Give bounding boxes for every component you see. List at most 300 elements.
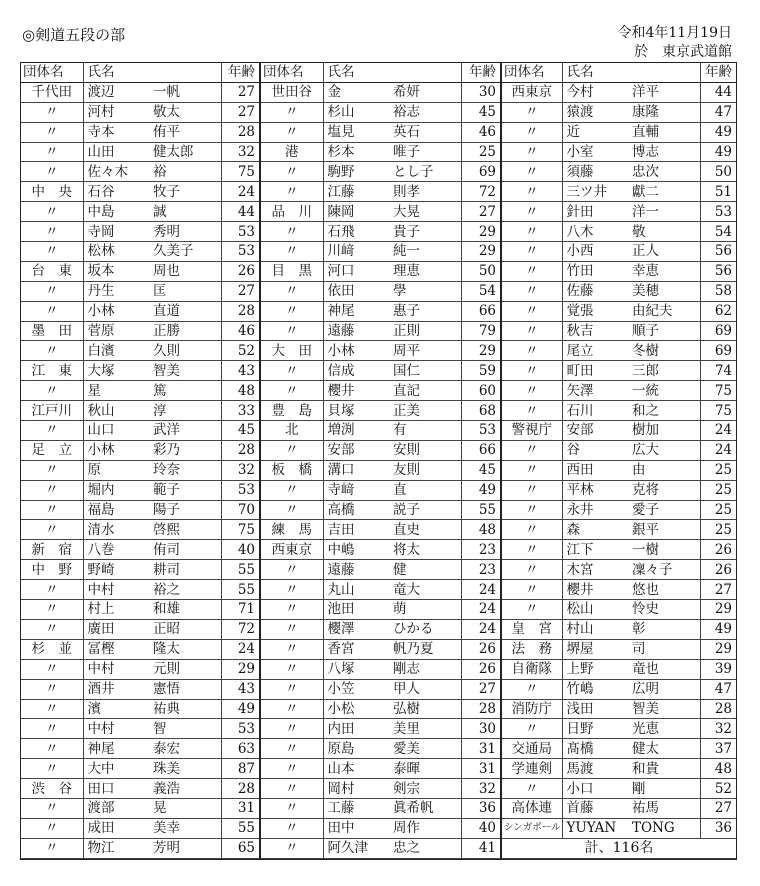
surname-cell: 小松 xyxy=(323,699,391,719)
age-cell: 24 xyxy=(461,580,501,600)
table-row xyxy=(502,341,736,361)
org-cell: 学連剣 xyxy=(502,759,562,779)
surname-cell: 西田 xyxy=(562,460,630,480)
age-cell: 31 xyxy=(461,739,501,759)
surname-cell: 小笠 xyxy=(323,679,391,699)
surname-cell: 小林 xyxy=(323,341,391,361)
surname-cell: 八巻 xyxy=(83,540,151,560)
age-cell: 26 xyxy=(221,261,260,281)
table-row xyxy=(502,401,736,421)
age-cell: 56 xyxy=(700,242,736,262)
table-row xyxy=(502,659,736,679)
table-row xyxy=(261,679,501,699)
table-row xyxy=(502,321,736,341)
table-row xyxy=(261,102,501,122)
table-row xyxy=(261,619,501,639)
org-cell: 中 央 xyxy=(21,182,83,202)
org-cell: 墨 田 xyxy=(21,321,83,341)
given-name-cell: 和雄 xyxy=(151,600,221,620)
surname-cell: 佐藤 xyxy=(562,281,630,301)
org-cell: 〃 xyxy=(261,798,323,818)
age-cell: 25 xyxy=(700,460,736,480)
surname-cell: 川﨑 xyxy=(323,242,391,262)
org-cell: 〃 xyxy=(261,600,323,620)
surname-cell: 渡辺 xyxy=(83,82,151,102)
given-name-cell: 牧子 xyxy=(151,182,221,202)
age-cell: 27 xyxy=(221,281,260,301)
org-cell: 〃 xyxy=(502,162,562,182)
table-row xyxy=(502,560,736,580)
surname-cell: 上野 xyxy=(562,659,630,679)
surname-cell: 町田 xyxy=(562,361,630,381)
age-cell: 55 xyxy=(221,818,260,838)
given-name-cell: 獻二 xyxy=(630,182,700,202)
given-name-cell: 正人 xyxy=(630,242,700,262)
given-name-cell: 直史 xyxy=(391,520,461,540)
surname-cell: 工藤 xyxy=(323,798,391,818)
given-name-cell: 光恵 xyxy=(630,719,700,739)
given-name-cell: 淳 xyxy=(151,401,221,421)
roster-block-3 xyxy=(502,63,736,859)
surname-cell: 須藤 xyxy=(562,162,630,182)
surname-cell: 廣田 xyxy=(83,619,151,639)
org-cell: 〃 xyxy=(502,580,562,600)
table-row xyxy=(502,361,736,381)
org-cell: 〃 xyxy=(21,679,83,699)
given-name-cell: 洋一 xyxy=(630,202,700,222)
surname-cell: 石谷 xyxy=(83,182,151,202)
given-name-cell: 洋平 xyxy=(630,82,700,102)
age-cell: 32 xyxy=(700,719,736,739)
table-row xyxy=(261,440,501,460)
surname-cell: 貝塚 xyxy=(323,401,391,421)
table-row xyxy=(21,381,260,401)
surname-cell: 櫻井 xyxy=(323,381,391,401)
age-cell: 25 xyxy=(700,480,736,500)
age-cell: 48 xyxy=(221,381,260,401)
org-cell: 杉 並 xyxy=(21,639,83,659)
org-header: 団体名 xyxy=(261,63,323,82)
table-row xyxy=(502,261,736,281)
age-cell: 69 xyxy=(461,162,501,182)
age-cell: 53 xyxy=(221,242,260,262)
org-cell: 〃 xyxy=(502,679,562,699)
table-row xyxy=(502,202,736,222)
org-cell: 交通局 xyxy=(502,739,562,759)
surname-cell: 小林 xyxy=(83,440,151,460)
surname-cell: 中村 xyxy=(83,719,151,739)
age-cell: 27 xyxy=(221,82,260,102)
surname-cell: 中島 xyxy=(83,202,151,222)
age-cell: 45 xyxy=(461,102,501,122)
org-cell: 〃 xyxy=(21,222,83,242)
age-cell: 49 xyxy=(700,619,736,639)
surname-cell: 覚張 xyxy=(562,301,630,321)
given-name-cell: 芳明 xyxy=(151,838,221,858)
age-cell: 52 xyxy=(221,341,260,361)
org-cell: 足 立 xyxy=(21,440,83,460)
table-row xyxy=(261,381,501,401)
age-cell: 24 xyxy=(221,639,260,659)
table-row xyxy=(261,580,501,600)
surname-cell: 谷 xyxy=(562,440,630,460)
age-cell: 26 xyxy=(700,540,736,560)
table-row xyxy=(261,301,501,321)
table-row xyxy=(261,699,501,719)
table-row xyxy=(502,600,736,620)
given-name-cell: 直記 xyxy=(391,381,461,401)
given-name-cell: 弘樹 xyxy=(391,699,461,719)
table-row xyxy=(261,540,501,560)
age-cell: 69 xyxy=(700,321,736,341)
age-cell: 23 xyxy=(461,560,501,580)
surname-cell: 寺本 xyxy=(83,122,151,142)
surname-cell: 中村 xyxy=(83,580,151,600)
org-cell: 〃 xyxy=(261,619,323,639)
org-cell: 〃 xyxy=(21,460,83,480)
given-name-cell: 陽子 xyxy=(151,500,221,520)
age-cell: 43 xyxy=(221,679,260,699)
table-row xyxy=(21,560,260,580)
surname-cell: 原 xyxy=(83,460,151,480)
table-row xyxy=(502,182,736,202)
surname-cell: 猿渡 xyxy=(562,102,630,122)
age-cell: 69 xyxy=(700,341,736,361)
age-cell: 27 xyxy=(221,102,260,122)
table-row xyxy=(261,779,501,799)
given-name-cell: 珠美 xyxy=(151,759,221,779)
surname-cell: 堀内 xyxy=(83,480,151,500)
surname-cell: 松山 xyxy=(562,600,630,620)
table-row xyxy=(21,301,260,321)
surname-cell: 星 xyxy=(83,381,151,401)
org-cell: 〃 xyxy=(261,500,323,520)
surname-cell: 成田 xyxy=(83,818,151,838)
table-row xyxy=(21,401,260,421)
table-row xyxy=(261,321,501,341)
given-name-cell: 祐典 xyxy=(151,699,221,719)
age-header: 年齢 xyxy=(221,63,260,82)
given-name-cell: 順子 xyxy=(630,321,700,341)
table-row xyxy=(261,162,501,182)
given-name-cell: 敬太 xyxy=(151,102,221,122)
org-cell: 西東京 xyxy=(502,82,562,102)
given-name-cell: 美穂 xyxy=(630,281,700,301)
surname-cell: 信成 xyxy=(323,361,391,381)
table-row xyxy=(21,460,260,480)
given-name-cell: 直道 xyxy=(151,301,221,321)
roster-block-1 xyxy=(21,63,261,859)
age-cell: 31 xyxy=(221,798,260,818)
given-name-cell: 将太 xyxy=(391,540,461,560)
table-row xyxy=(261,122,501,142)
table-row xyxy=(21,122,260,142)
age-cell: 53 xyxy=(700,202,736,222)
table-row xyxy=(21,838,260,858)
given-name-cell: 希妍 xyxy=(391,82,461,102)
age-cell: 32 xyxy=(221,460,260,480)
given-name-cell: 秀明 xyxy=(151,222,221,242)
surname-cell: 江藤 xyxy=(323,182,391,202)
org-cell: 〃 xyxy=(261,361,323,381)
table-row xyxy=(21,102,260,122)
org-cell: 〃 xyxy=(502,202,562,222)
table-row xyxy=(261,739,501,759)
surname-cell: 櫻井 xyxy=(562,580,630,600)
surname-cell: 寺岡 xyxy=(83,222,151,242)
given-name-cell: 甲人 xyxy=(391,679,461,699)
surname-cell: 依田 xyxy=(323,281,391,301)
surname-cell: 村山 xyxy=(562,619,630,639)
given-name-cell: 健太郎 xyxy=(151,142,221,162)
given-name-cell: 萌 xyxy=(391,600,461,620)
table-row xyxy=(502,739,736,759)
age-cell: 47 xyxy=(700,679,736,699)
surname-cell: 近 xyxy=(562,122,630,142)
age-cell: 28 xyxy=(221,779,260,799)
given-name-cell: 悠也 xyxy=(630,580,700,600)
age-cell: 25 xyxy=(461,142,501,162)
surname-cell: 小西 xyxy=(562,242,630,262)
org-cell: 〃 xyxy=(21,798,83,818)
org-cell: 台 東 xyxy=(21,261,83,281)
age-cell: 30 xyxy=(461,719,501,739)
surname-cell: 竹田 xyxy=(562,261,630,281)
given-name-cell: 惠子 xyxy=(391,301,461,321)
given-name-cell: 一統 xyxy=(630,381,700,401)
table-row xyxy=(21,739,260,759)
org-cell: 〃 xyxy=(502,301,562,321)
table-row xyxy=(502,580,736,600)
given-name-cell: 貴子 xyxy=(391,222,461,242)
org-cell: 〃 xyxy=(21,520,83,540)
age-cell: 52 xyxy=(700,779,736,799)
event-venue: 於 東京武道館 xyxy=(634,44,732,60)
surname-cell: 櫻澤 xyxy=(323,619,391,639)
surname-cell: 田中 xyxy=(323,818,391,838)
surname-cell: 八塚 xyxy=(323,659,391,679)
given-name-cell: 篤 xyxy=(151,381,221,401)
name-header: 氏名 xyxy=(562,63,700,82)
given-name-cell: 健 xyxy=(391,560,461,580)
age-cell: 36 xyxy=(461,798,501,818)
given-name-cell: 由 xyxy=(630,460,700,480)
table-row xyxy=(21,321,260,341)
org-cell: 〃 xyxy=(261,222,323,242)
table-row xyxy=(21,480,260,500)
org-cell: 〃 xyxy=(502,242,562,262)
age-cell: 56 xyxy=(700,261,736,281)
name-header: 氏名 xyxy=(323,63,461,82)
org-cell: 江戸川 xyxy=(21,401,83,421)
surname-cell: 秋山 xyxy=(83,401,151,421)
org-cell: 〃 xyxy=(261,242,323,262)
age-cell: 75 xyxy=(221,162,260,182)
header-row xyxy=(21,63,260,82)
age-cell: 47 xyxy=(700,102,736,122)
given-name-cell: 大晃 xyxy=(391,202,461,222)
age-cell: 29 xyxy=(461,341,501,361)
given-name-cell: 正昭 xyxy=(151,619,221,639)
table-row xyxy=(502,82,736,102)
surname-cell: 阿久津 xyxy=(323,838,391,858)
age-cell: 54 xyxy=(461,281,501,301)
age-cell: 75 xyxy=(221,520,260,540)
org-cell: 〃 xyxy=(21,301,83,321)
table-row xyxy=(21,202,260,222)
org-cell: 〃 xyxy=(502,520,562,540)
age-cell: 49 xyxy=(700,142,736,162)
surname-cell: 今村 xyxy=(562,82,630,102)
given-name-cell: 安則 xyxy=(391,440,461,460)
age-cell: 41 xyxy=(461,838,501,858)
given-name-cell: 耕司 xyxy=(151,560,221,580)
age-cell: 71 xyxy=(221,600,260,620)
age-cell: 44 xyxy=(221,202,260,222)
given-name-cell: 誠 xyxy=(151,202,221,222)
surname-cell: 塩見 xyxy=(323,122,391,142)
age-cell: 31 xyxy=(461,759,501,779)
given-name-cell: 忠之 xyxy=(391,838,461,858)
age-cell: 24 xyxy=(461,619,501,639)
table-row xyxy=(261,82,501,102)
org-cell: 〃 xyxy=(261,381,323,401)
age-cell: 29 xyxy=(221,659,260,679)
surname-cell: 石川 xyxy=(562,401,630,421)
given-name-cell: 祐馬 xyxy=(630,798,700,818)
given-name-cell: 則孝 xyxy=(391,182,461,202)
given-name-cell: 愛美 xyxy=(391,739,461,759)
org-cell: 〃 xyxy=(21,699,83,719)
surname-cell: 安部 xyxy=(323,440,391,460)
roster-grid xyxy=(20,62,737,860)
surname-cell: 神尾 xyxy=(323,301,391,321)
surname-cell: 平林 xyxy=(562,480,630,500)
given-name-cell: 忠次 xyxy=(630,162,700,182)
age-cell: 75 xyxy=(700,381,736,401)
given-name-cell: 周作 xyxy=(391,818,461,838)
org-cell: 中 野 xyxy=(21,560,83,580)
org-cell: 〃 xyxy=(21,659,83,679)
given-name-cell: 健太 xyxy=(630,739,700,759)
surname-cell: 松林 xyxy=(83,242,151,262)
org-cell: 〃 xyxy=(261,719,323,739)
table-row xyxy=(261,759,501,779)
table-row xyxy=(502,142,736,162)
org-cell: 〃 xyxy=(261,182,323,202)
given-name-cell: 英石 xyxy=(391,122,461,142)
given-name-cell: 隆太 xyxy=(151,639,221,659)
age-cell: 74 xyxy=(700,361,736,381)
org-cell: 〃 xyxy=(261,301,323,321)
table-row xyxy=(21,82,260,102)
given-name-cell: 直輔 xyxy=(630,122,700,142)
table-row xyxy=(502,421,736,441)
age-cell: 66 xyxy=(461,301,501,321)
surname-cell: 丹生 xyxy=(83,281,151,301)
age-cell: 53 xyxy=(461,421,501,441)
surname-cell: 江下 xyxy=(562,540,630,560)
total-row xyxy=(502,838,736,858)
given-name-cell: 正勝 xyxy=(151,321,221,341)
org-cell: 〃 xyxy=(21,281,83,301)
age-cell: 72 xyxy=(461,182,501,202)
surname-cell: 原島 xyxy=(323,739,391,759)
given-name-cell: 剛志 xyxy=(391,659,461,679)
org-cell: 〃 xyxy=(502,222,562,242)
age-cell: 28 xyxy=(461,699,501,719)
given-name-cell: 国仁 xyxy=(391,361,461,381)
surname-cell: 丸山 xyxy=(323,580,391,600)
table-row xyxy=(21,421,260,441)
age-cell: 46 xyxy=(221,321,260,341)
table-row xyxy=(21,261,260,281)
given-name-cell: 司 xyxy=(630,639,700,659)
given-name-cell: 周平 xyxy=(391,341,461,361)
table-row xyxy=(261,600,501,620)
given-name-cell: 一帆 xyxy=(151,82,221,102)
given-name-cell: 匡 xyxy=(151,281,221,301)
table-row xyxy=(261,202,501,222)
surname-cell: 田口 xyxy=(83,779,151,799)
given-name-cell: 三郎 xyxy=(630,361,700,381)
age-cell: 27 xyxy=(461,202,501,222)
surname-cell: 尾立 xyxy=(562,341,630,361)
surname-cell: 冨樫 xyxy=(83,639,151,659)
org-cell: 新 宿 xyxy=(21,540,83,560)
age-cell: 45 xyxy=(221,421,260,441)
table-row xyxy=(261,818,501,838)
age-cell: 70 xyxy=(221,500,260,520)
org-cell: 〃 xyxy=(21,122,83,142)
org-cell: 目 黒 xyxy=(261,261,323,281)
org-cell: 大 田 xyxy=(261,341,323,361)
table-row xyxy=(502,619,736,639)
given-name-cell: 竜也 xyxy=(630,659,700,679)
org-cell: 〃 xyxy=(21,500,83,520)
age-cell: 27 xyxy=(700,798,736,818)
given-name-cell: 剛 xyxy=(630,779,700,799)
given-name-cell: 智 xyxy=(151,719,221,739)
org-cell: 高体連 xyxy=(502,798,562,818)
org-cell: 板 橋 xyxy=(261,460,323,480)
surname-cell: 駒野 xyxy=(323,162,391,182)
surname-cell: 日野 xyxy=(562,719,630,739)
org-cell: 〃 xyxy=(502,142,562,162)
age-cell: 37 xyxy=(700,739,736,759)
table-row xyxy=(261,480,501,500)
age-cell: 24 xyxy=(221,182,260,202)
age-cell: 33 xyxy=(221,401,260,421)
given-name-cell: 直 xyxy=(391,480,461,500)
given-name-cell: 竜大 xyxy=(391,580,461,600)
table-row xyxy=(502,818,736,838)
org-cell: 江 東 xyxy=(21,361,83,381)
table-row xyxy=(502,540,736,560)
given-name-cell: 晃 xyxy=(151,798,221,818)
table-row xyxy=(261,798,501,818)
given-name-cell: 美里 xyxy=(391,719,461,739)
age-cell: 32 xyxy=(461,779,501,799)
given-name-cell: 眞希帆 xyxy=(391,798,461,818)
org-cell: 〃 xyxy=(261,480,323,500)
org-cell: 〃 xyxy=(502,480,562,500)
org-cell: 〃 xyxy=(261,560,323,580)
age-cell: 79 xyxy=(461,321,501,341)
surname-cell: 針田 xyxy=(562,202,630,222)
org-cell: 消防庁 xyxy=(502,699,562,719)
org-cell: 〃 xyxy=(261,739,323,759)
